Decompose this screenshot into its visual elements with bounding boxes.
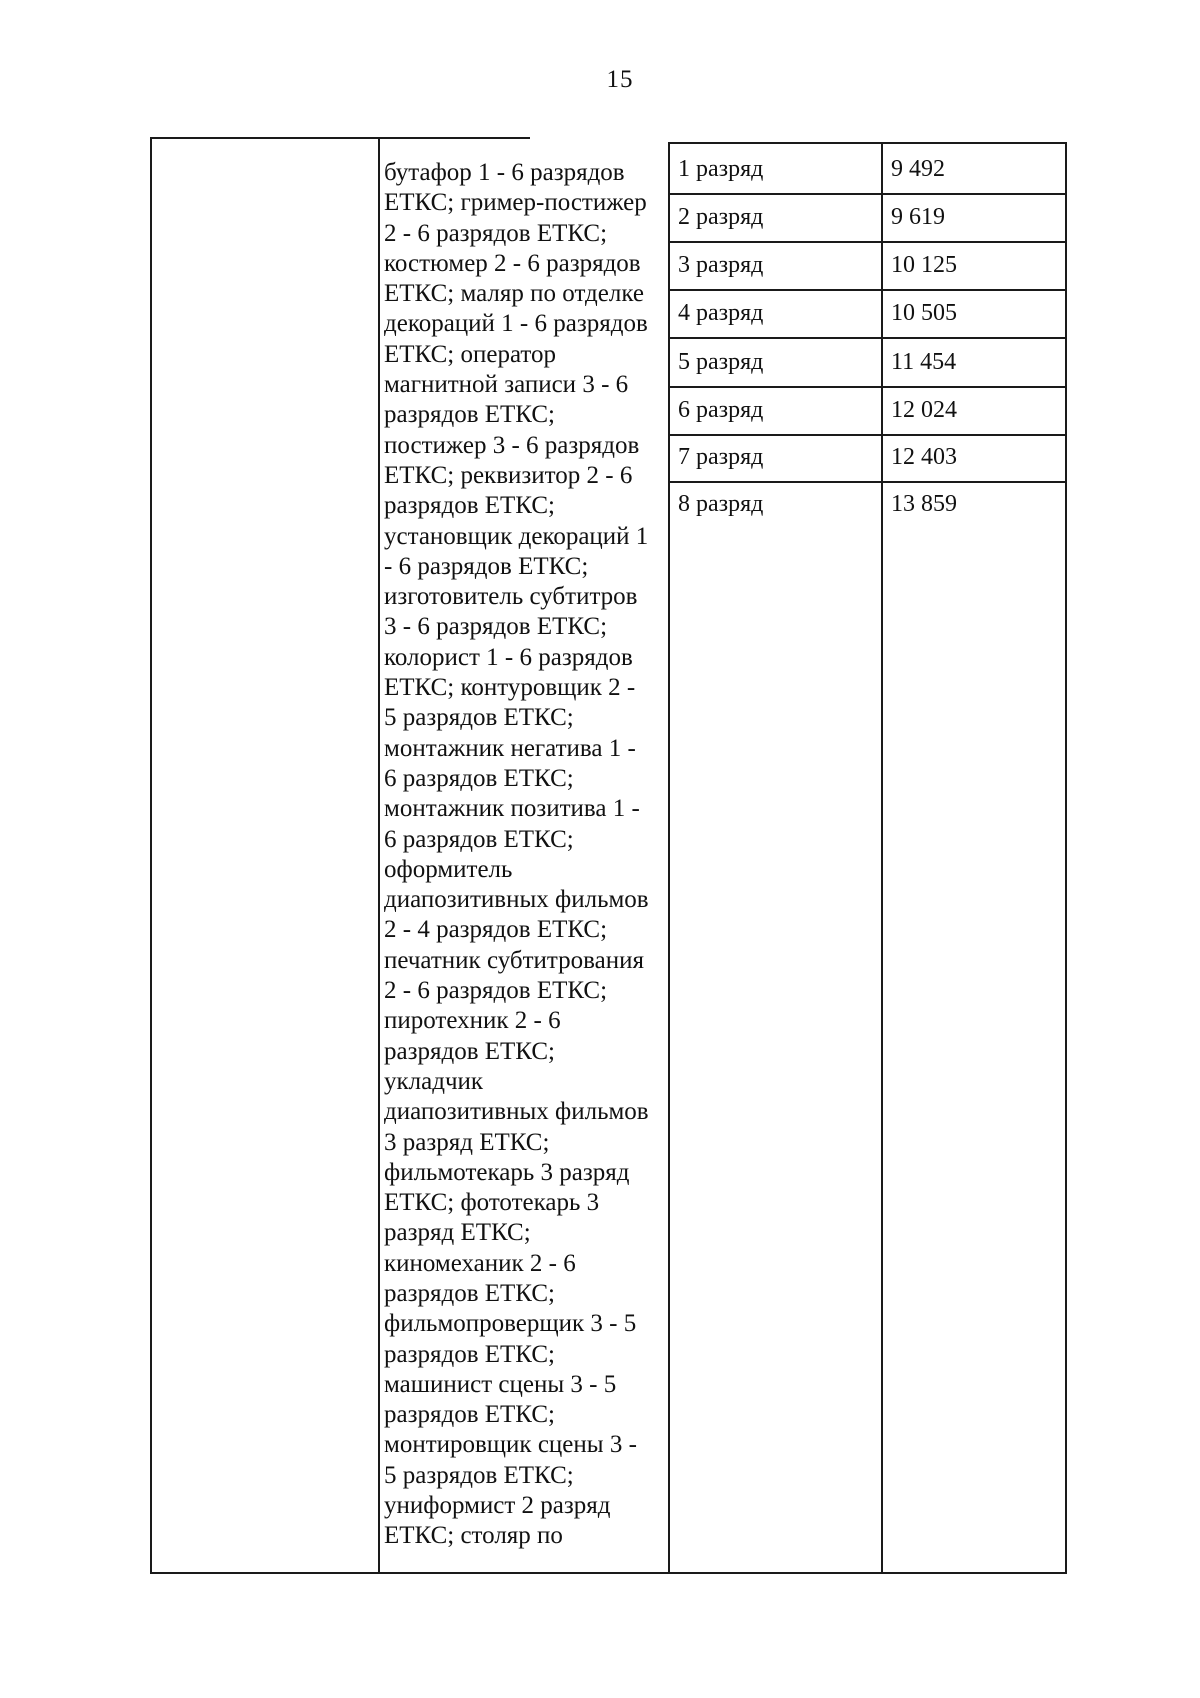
grade-row xyxy=(670,430,1067,482)
profession-text-line: 6 разрядов ЕТКС; xyxy=(384,825,574,853)
grade-label: 5 разряд xyxy=(678,349,764,375)
profession-text-line: пиротехник 2 - 6 xyxy=(384,1007,561,1035)
grade-salary-value: 13 859 xyxy=(891,491,957,517)
table-left-border xyxy=(150,137,152,1574)
grade-salary-value: 9 619 xyxy=(891,204,945,230)
grade-label: 2 разряд xyxy=(678,204,764,230)
grade-salary-value: 9 492 xyxy=(891,156,945,182)
grade-row xyxy=(670,142,1067,194)
profession-text-line: диапозитивных фильмов xyxy=(384,886,649,914)
profession-text-line: разрядов ЕТКС; xyxy=(384,1401,555,1429)
grade-label: 4 разряд xyxy=(678,300,764,326)
grade-label: 8 разряд xyxy=(678,491,764,517)
grade-label: 1 разряд xyxy=(678,156,764,182)
profession-text-line: 3 разряд ЕТКС; xyxy=(384,1128,550,1156)
profession-text-line: - 6 разрядов ЕТКС; xyxy=(384,552,589,580)
grade-salary-value: 12 403 xyxy=(891,444,957,470)
grade-row xyxy=(670,477,1067,529)
profession-text-line: костюмер 2 - 6 разрядов xyxy=(384,249,641,277)
profession-text-line: бутафор 1 - 6 разрядов xyxy=(384,159,625,186)
grade-label: 7 разряд xyxy=(678,444,764,470)
profession-text-line: 3 - 6 разрядов ЕТКС; xyxy=(384,613,608,641)
profession-text-line: ЕТКС; гример-постижер xyxy=(384,189,647,217)
profession-text-line: разрядов ЕТКС; xyxy=(384,492,555,520)
column-divider-1 xyxy=(378,137,380,1574)
profession-text-line: ЕТКС; реквизитор 2 - 6 xyxy=(384,461,633,489)
profession-text-line: 2 - 4 разрядов ЕТКС; xyxy=(384,916,608,944)
profession-text-line: 5 разрядов ЕТКС; xyxy=(384,704,574,732)
profession-text-line: 2 - 6 разрядов ЕТКС; xyxy=(384,219,608,247)
profession-text-line: ЕТКС; столяр по xyxy=(384,1522,563,1550)
profession-text-line: изготовитель субтитров xyxy=(384,583,638,611)
profession-text-line: разрядов ЕТКС; xyxy=(384,1037,555,1065)
profession-text-line: машинист сцены 3 - 5 xyxy=(384,1370,617,1398)
profession-text-line: униформист 2 разряд xyxy=(384,1492,611,1520)
profession-text-line: печатник субтитрования xyxy=(384,946,644,974)
professions-cell xyxy=(384,158,674,1552)
grade-row xyxy=(670,190,1067,242)
table-bottom-border xyxy=(150,1572,1066,1574)
profession-text-line: ЕТКС; маляр по отделке xyxy=(384,280,644,308)
profession-text-line: установщик декораций 1 xyxy=(384,522,649,550)
profession-text-line: разряд ЕТКС; xyxy=(384,1219,531,1247)
profession-text-line: киномеханик 2 - 6 xyxy=(384,1249,576,1277)
profession-text-line: ЕТКС; фототекарь 3 xyxy=(384,1189,600,1217)
profession-text-line: магнитной записи 3 - 6 xyxy=(384,371,629,399)
grade-salary-value: 11 454 xyxy=(891,349,957,375)
grade-salary-value: 10 125 xyxy=(891,252,957,278)
grade-salary-value: 12 024 xyxy=(891,397,957,423)
profession-text-line: монтажник позитива 1 - xyxy=(384,795,640,823)
grade-row xyxy=(670,335,1067,387)
profession-text-line: диапозитивных фильмов xyxy=(384,1098,649,1126)
profession-text-line: фильмопроверщик 3 - 5 xyxy=(384,1310,637,1338)
table-top-border xyxy=(150,137,530,139)
profession-text-line: ЕТКС; оператор xyxy=(384,340,556,368)
profession-text-line: 6 разрядов ЕТКС; xyxy=(384,764,574,792)
profession-text-line: декораций 1 - 6 разрядов xyxy=(384,310,648,338)
profession-text-line: 5 разрядов ЕТКС; xyxy=(384,1461,574,1489)
profession-text-line: постижер 3 - 6 разрядов xyxy=(384,431,640,459)
grade-label: 3 разряд xyxy=(678,252,764,278)
profession-text-line: монтировщик сцены 3 - xyxy=(384,1431,637,1459)
profession-text-line: укладчик xyxy=(384,1067,484,1095)
profession-text-line: разрядов ЕТКС; xyxy=(384,401,555,429)
grade-label: 6 разряд xyxy=(678,397,764,423)
grade-row xyxy=(670,238,1067,290)
profession-text-line: монтажник негатива 1 - xyxy=(384,734,636,762)
profession-text-line: фильмотекарь 3 разряд xyxy=(384,1158,630,1186)
grade-row xyxy=(670,286,1067,338)
profession-text-line: колорист 1 - 6 разрядов xyxy=(384,643,633,671)
profession-text-line: разрядов ЕТКС; xyxy=(384,1340,555,1368)
profession-text-line: разрядов ЕТКС; xyxy=(384,1279,555,1307)
page-number: 15 xyxy=(606,66,634,93)
grade-salary-value: 10 505 xyxy=(891,300,957,326)
profession-text-line: оформитель xyxy=(384,855,513,883)
grade-row xyxy=(670,383,1067,435)
profession-text-line: ЕТКС; контуровщик 2 - xyxy=(384,674,636,702)
profession-text-line: 2 - 6 разрядов ЕТКС; xyxy=(384,977,608,1005)
